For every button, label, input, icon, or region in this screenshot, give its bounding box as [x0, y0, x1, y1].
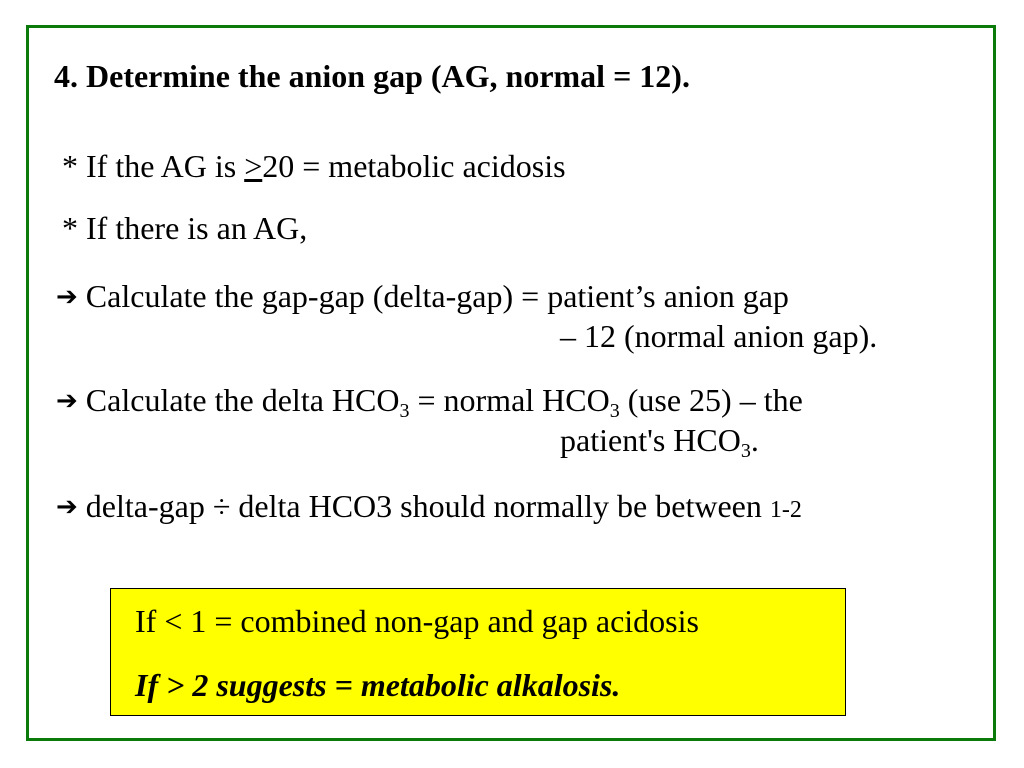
greater-equal-symbol: > — [244, 148, 263, 184]
delta-hco3-cont-pre: patient's HCO — [560, 422, 741, 458]
subscript-3: 3 — [609, 400, 620, 422]
bullet-ag-text-pre: * If the AG is — [62, 148, 245, 184]
slide-title: 4. Determine the anion gap (AG, normal = 12). — [54, 58, 690, 94]
step-delta-gap — [56, 280, 789, 312]
subscript-3: 3 — [399, 400, 410, 422]
step-delta-hco3 — [56, 382, 803, 422]
subscript-3: 3 — [740, 440, 751, 462]
ratio-text: delta-gap ÷ delta HCO3 should normally be between — [85, 488, 770, 524]
step-ratio — [56, 490, 802, 522]
box-line-metabolic-alkalosis: If > 2 suggests = metabolic alkalosis. — [135, 667, 621, 703]
delta-hco3-cont-post: . — [750, 422, 759, 458]
step-delta-gap-line2: – 12 (normal anion gap). — [560, 318, 878, 354]
arrow-right-icon: ➔ — [56, 282, 78, 312]
highlight-box — [110, 588, 846, 716]
bullet-if-ag: * If there is an AG, — [62, 210, 308, 246]
bullet-ag-threshold — [62, 150, 566, 182]
arrow-right-icon: ➔ — [56, 492, 78, 522]
box-line-combined-acidosis: If < 1 = combined non-gap and gap acidosis — [135, 603, 699, 639]
delta-hco3-part3: (use 25) – the — [619, 382, 803, 418]
arrow-right-icon: ➔ — [56, 386, 78, 416]
bullet-ag-text-post: 20 = metabolic acidosis — [262, 148, 566, 184]
ratio-range: 1-2 — [769, 497, 802, 523]
delta-hco3-part2: = normal HCO — [409, 382, 610, 418]
step-delta-gap-line1: Calculate the gap-gap (delta-gap) = patient’s anion gap — [85, 278, 789, 314]
delta-hco3-part1: Calculate the delta HCO — [85, 382, 400, 418]
step-delta-hco3-line2 — [560, 422, 759, 462]
